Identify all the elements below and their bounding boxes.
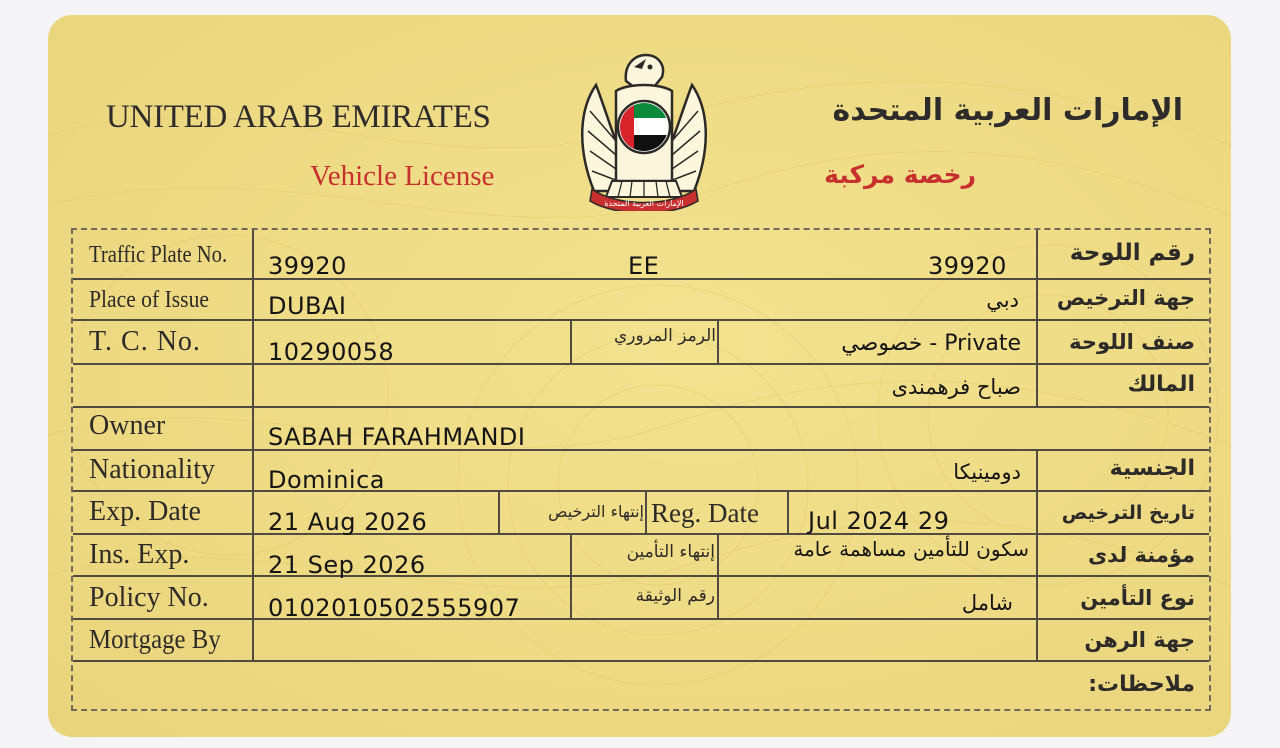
- mortgage-label-ar: جهة الرهن: [1084, 628, 1195, 652]
- vehicle-license-card: [48, 15, 1231, 737]
- place-of-issue-ar: دبي: [986, 288, 1019, 312]
- exp-date-label-en: Exp. Date: [89, 496, 201, 527]
- plate-code: EE: [628, 252, 660, 280]
- tc-number: 10290058: [268, 338, 395, 366]
- policy-number: 0102010502555907: [268, 594, 521, 622]
- document-title-en: Vehicle License: [310, 160, 495, 192]
- owner-label-en: Owner: [89, 410, 166, 441]
- reg-date: 29 Jul 2024: [808, 507, 950, 535]
- place-label-en: Place of Issue: [89, 287, 209, 313]
- ins-exp-date: 21 Sep 2026: [268, 551, 426, 579]
- insurance-type: شامل: [961, 591, 1013, 615]
- country-name-en: UNITED ARAB EMIRATES: [106, 99, 491, 135]
- reg-date-label-ar: تاريخ الترخيص: [1061, 502, 1195, 524]
- exp-date: 21 Aug 2026: [268, 508, 428, 536]
- insurer-name: سكون للتأمين مساهمة عامة: [793, 537, 1029, 561]
- plate-label-ar: رقم اللوحة: [1069, 240, 1195, 266]
- nationality-label-ar: الجنسية: [1109, 456, 1195, 481]
- emblem-caption: الإمارات العربية المتحدة: [604, 199, 684, 208]
- country-name-ar: الإمارات العربية المتحدة: [832, 93, 1183, 128]
- tc-label-en: T. C. No.: [89, 326, 201, 357]
- ins-exp-label-ar: إنتهاء التأمين: [626, 542, 715, 562]
- insured-with-label-ar: مؤمنة لدى: [1087, 543, 1195, 567]
- remarks-label-ar: ملاحظات:: [1088, 672, 1195, 697]
- nationality-label-en: Nationality: [89, 454, 215, 485]
- policy-label-en: Policy No.: [89, 582, 209, 613]
- exp-label-ar: إنتهاء الترخيص: [548, 502, 644, 521]
- document-title-ar: رخصة مركبة: [824, 160, 976, 189]
- owner-name-en: SABAH FARAHMANDI: [268, 423, 526, 451]
- plate-class: Private - خصوصي: [841, 331, 1021, 356]
- license-details-table: [71, 228, 1211, 711]
- plate-number: 39920: [268, 252, 347, 280]
- mortgage-label-en: Mortgage By: [89, 624, 221, 654]
- ins-exp-label-en: Ins. Exp.: [89, 539, 190, 570]
- nationality-ar: دومينيكا: [953, 460, 1021, 484]
- ins-type-label-ar: نوع التأمين: [1080, 586, 1195, 610]
- plate-class-label-ar: صنف اللوحة: [1069, 330, 1195, 354]
- policy-label-ar: رقم الوثيقة: [635, 586, 715, 606]
- place-of-issue-en: DUBAI: [268, 292, 347, 320]
- traffic-code-label-ar: الرمز المروري: [613, 326, 716, 346]
- owner-name-ar: صباح فرهمندى: [891, 375, 1021, 399]
- owner-label-ar: المالك: [1127, 372, 1195, 397]
- reg-date-label-en: Reg. Date: [651, 498, 759, 528]
- plate-label-en: Traffic Plate No.: [89, 242, 228, 268]
- plate-number-ar: 39920: [928, 252, 1007, 280]
- uae-falcon-emblem: [576, 41, 712, 211]
- nationality-en: Dominica: [268, 466, 385, 494]
- place-label-ar: جهة الترخيص: [1056, 286, 1195, 310]
